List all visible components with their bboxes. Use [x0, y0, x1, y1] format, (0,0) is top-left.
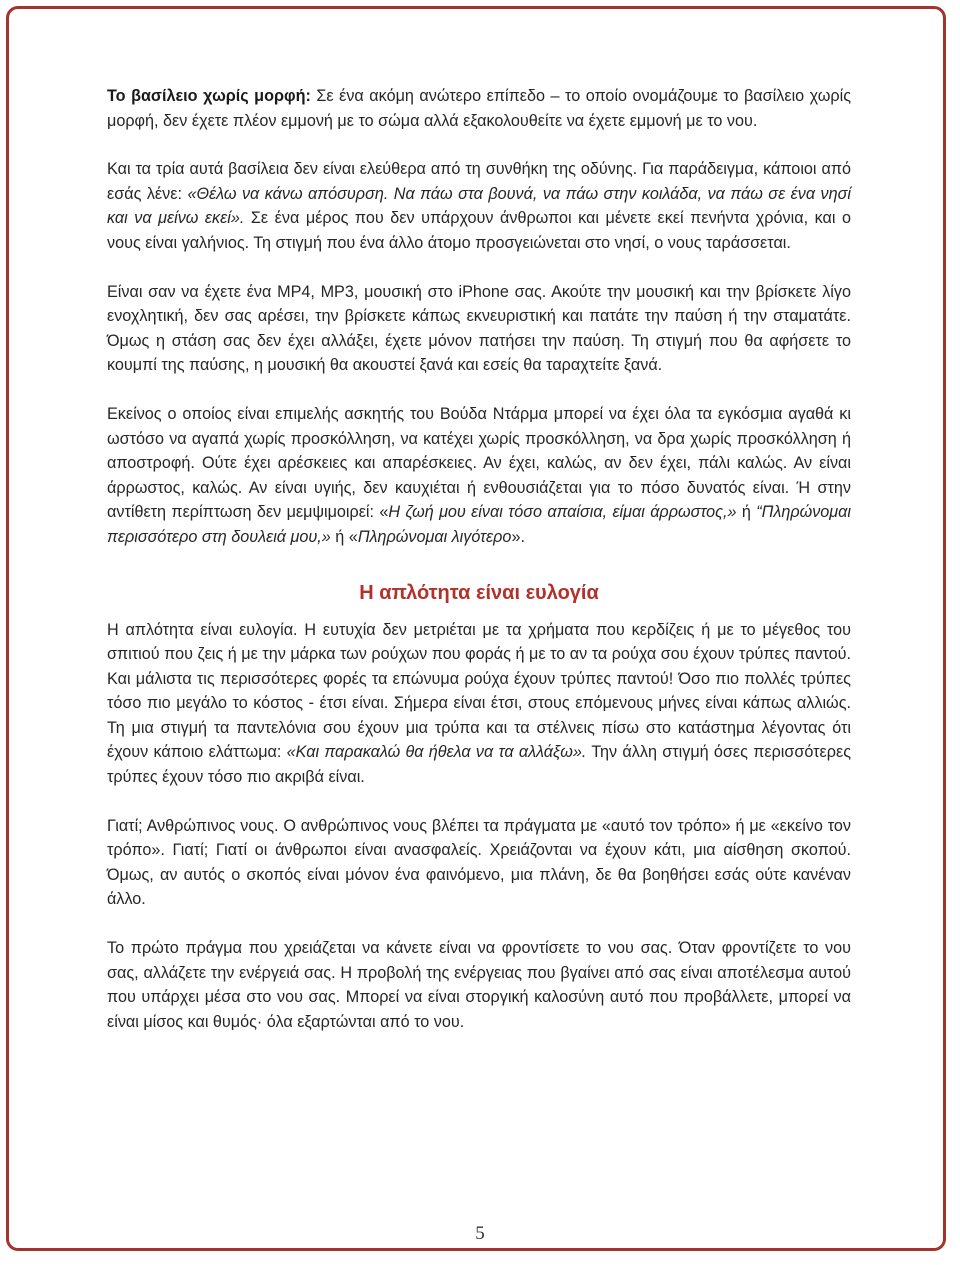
paragraph-text: Η απλότητα είναι ευλογία. Η ευτυχία δεν μετριέται με τα χρήματα που κερδίζεις ή με το μέγεθος του σπιτιού που ζεις ή με την μάρκα των ρούχων που φοράς ή με το αν τα ρούχα σου έχουν τρύπες παντού. Και μάλιστα τις περισσότερες φορές τα επώνυμα ρούχα έχουν τρύπες παντού! Όσο πιο πολλές τρύπες τόσο πιο μεγάλο το κόστος - έτσι είναι. Σήμερα είναι έτσι, στους επόμενους μήνες είναι κάπως αλλιώς. Τη μια στιγμή τα παντελόνια σου έχουν μια τρύπα και τα στέλνεις πίσω στο κατάστημα λέγοντας ότι έχουν κάποιο ελάττωμα:	[107, 620, 851, 762]
quote-italic: «Θέλω να κάνω απόσυρση. Να πάω στα βουνά, να πάω στην κοιλάδα, να πάω σε ένα νησί και να μείνω εκεί».	[107, 184, 851, 228]
paragraph-formless-realm	[107, 84, 851, 133]
paragraph-text: ή	[736, 503, 757, 522]
paragraph-text: Σε ένα ακόμη ανώτερο επίπεδο – το οποίο ονομάζουμε το βασίλειο χωρίς μορφή, δεν έχετε πλέον εμμονή με το σώμα αλλά εξακολουθείτε να έχετε εμμονή με το νου.	[107, 87, 851, 130]
page-number: 5	[475, 1223, 485, 1244]
paragraph-text: Την άλλη στιγμή όσες περισσότερες τρύπες έχουν τόσο πιο ακριβά είναι.	[107, 743, 851, 787]
document-body	[107, 84, 851, 1058]
paragraph-buddha-dharma	[107, 402, 851, 550]
paragraph-three-realms	[107, 157, 851, 255]
quote-italic: «Και παρακαλώ θα ήθελα να τα αλλάξω».	[286, 743, 587, 762]
paragraph-text: ».	[511, 527, 525, 546]
paragraph-mp3: Είναι σαν να έχετε ένα MP4, MP3, μουσική στο iPhone σας. Ακούτε την μουσική και την βρίσκετε λίγο ενοχλητική, δεν σας αρέσει, την βρίσκετε κάπως εκνευριστική και πατάτε την παύση ή την σταματάτε. Όμως η στάση σας δεν έχει αλλάξει, έχετε μόνον πατήσει την παύση. Τη στιγμή που θα αφήσετε το κουμπί της παύσης, η μουσική θα ακουστεί ξανά και εσείς θα ταραχτείτε ξανά.	[107, 282, 851, 375]
paragraph-simplicity	[107, 618, 851, 790]
paragraph-human-mind: Γιατί; Ανθρώπινος νους. Ο ανθρώπινος νους βλέπει τα πράγματα με «αυτό τον τρόπο» ή με «εκείνο τον τρόπο». Γιατί; Γιατί οι άνθρωποι είναι ανασφαλείς. Χρειάζονται να έχουν κάτι, μια αίσθηση σκοπού. Όμως, αν αυτός ο σκοπός είναι μόνον ένα φαινόμενο, μια πλάνη, δε θα βοηθήσει εσάς ούτε κανέναν άλλο.	[107, 816, 851, 909]
paragraph-text: Εκείνος ο οποίος είναι επιμελής ασκητής του Βούδα Ντάρμα μπορεί να έχει όλα τα εγκόσμια αγαθά κι ωστόσο να αγαπά χωρίς προσκόλληση, να κατέχει χωρίς προσκόλληση, να δρα χωρίς προσκόλληση ή αποστροφή. Ούτε έχει αρέσκειες και απαρέσκειες. Αν έχει, καλώς, αν δεν έχει, πάλι καλώς. Αν είναι άρρωστος, καλώς. Αν είναι υγιής, δεν καυχιέται ή ενθουσιάζεται για το πόσο δυνατός είναι. Ή στην αντίθετη περίπτωση δεν μεμψιμοιρεί: «	[107, 404, 851, 522]
paragraph-text: Και τα τρία αυτά βασίλεια δεν είναι ελεύθερα από τη συνθήκη της οδύνης. Για παράδειγμα, κάποιοι από εσάς λένε:	[107, 160, 851, 203]
paragraph-take-care-mind: Το πρώτο πράγμα που χρειάζεται να κάνετε είναι να φροντίσετε το νου σας. Όταν φροντίζετε το νου σας, αλλάζετε την ενέργειά σας. Η προβολή της ενέργειας που βγαίνει από σας είναι αποτέλεσμα αυτού που υπάρχει μέσα στο νου σας. Μπορεί να είναι στοργική καλοσύνη αυτό που προβάλλετε, μπορεί να είναι μίσος και θυμός· όλα εξαρτώνται από το νου.	[107, 939, 851, 1031]
quote-italic: Η ζωή μου είναι τόσο απαίσια, είμαι άρρωστος,»	[388, 503, 737, 522]
section-heading: Η απλότητα είναι ευλογία	[359, 581, 599, 604]
quote-italic: Πληρώνομαι λιγότερο	[357, 527, 512, 546]
paragraph-lead: Το βασίλειο χωρίς μορφή:	[107, 87, 311, 105]
paragraph-text: Σε ένα μέρος που δεν υπάρχουν άνθρωποι και μένετε εκεί πενήντα χρόνια, και ο νους είναι γαλήνιος. Τη στιγμή που ένα άλλο άτομο προσγειώνεται στο νησί, ο νους ταράσσεται.	[107, 209, 851, 252]
quote-italic: “Πληρώνομαι περισσότερο στη δουλειά μου,»	[107, 503, 851, 546]
paragraph-text: ή «	[330, 527, 358, 546]
